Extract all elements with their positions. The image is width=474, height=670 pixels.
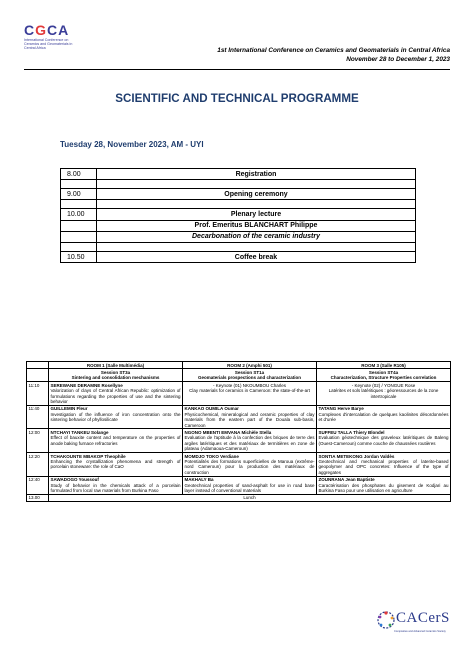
programme-title: SCIENTIFIC AND TECHNICAL PROGRAMME	[115, 92, 359, 105]
lunch-cell: Lunch	[49, 494, 451, 501]
session-code: Session ST1a	[234, 369, 265, 375]
talk-author: NTCHAYI TANKEU Solange	[50, 429, 109, 435]
talk-cell	[49, 453, 183, 477]
room-3-header: ROOM 3 (Salle R105)	[317, 362, 451, 369]
talk-author: NGONO MBENTI EMVANA Michèle Stella	[184, 429, 272, 435]
session-title: Geomaterials prospections and characterization	[197, 375, 302, 381]
cgca-logo	[24, 23, 94, 51]
time-cell: 13.00	[27, 494, 49, 501]
talk-title: Physicochemical, mineralogical and ceramic properties of clay materials from the eastern part of the Douala sub-basin, Cameroon	[184, 411, 315, 428]
talk-author: ZOUNRANA Jean Baptiste	[318, 477, 375, 483]
talk-title: Geotechnical properties of sand-asphalt for use in road base layer instead of conventional materials	[184, 482, 315, 494]
schedule-row	[61, 189, 416, 200]
talk-author: - Keynote (01) NKOUMBOU Charles	[212, 382, 287, 388]
talk-row	[27, 476, 451, 494]
conference-name: 1st International Conference on Ceramics and Geomaterials in Central Africa	[217, 47, 450, 54]
session-code: Session ST4a	[368, 369, 399, 375]
conference-header	[120, 46, 450, 64]
time-cell: 11:40	[27, 405, 49, 429]
time-cell: 12:00	[27, 429, 49, 453]
conference-dates: November 28 to December 1, 2023	[346, 56, 450, 63]
talk-title: Investigation of the influence of iron concentration onto the sintering behavior of phyllosilicate	[50, 411, 181, 423]
schedule-row	[61, 169, 416, 180]
session-header-cell	[183, 369, 317, 382]
talk-cell	[49, 476, 183, 494]
cgca-logo-subtitle: International Conference on Ceramics and Geomaterials in Central Africa	[24, 38, 73, 51]
room-header-row	[27, 362, 451, 369]
topic-cell: Decarbonation of the ceramic industry	[97, 231, 416, 242]
talk-cell	[183, 382, 317, 406]
spacer-row	[61, 180, 416, 189]
talk-cell	[317, 476, 451, 494]
talk-row	[27, 405, 451, 429]
talk-title: Latérites et sols latéritiques : géoressources de la zone intertropicale	[328, 388, 439, 399]
talk-author: GUILLEMIN Fleur	[50, 406, 88, 412]
time-cell: 12:20	[27, 453, 49, 477]
talk-title: Evaluation de l'aptitude à la confection des briques de terre des argiles latéritiques et des matériaux de termitières en zone de plateau (Adamaoua-Cameroun)	[184, 435, 315, 452]
event-cell: Opening ceremony	[97, 189, 416, 200]
schedule-row	[61, 220, 416, 231]
cacers-logo-subtitle: Composites and Advanced Ceramics Society	[394, 630, 446, 633]
room-1-header: ROOM 1 (Salle Multimédia)	[49, 362, 183, 369]
event-cell: Coffee break	[97, 251, 416, 262]
talk-title: Potentialités des formations superficielles de Maroua (extrême-nord Cameroun) pour la production des matériaux de construction	[184, 459, 315, 475]
talk-title: Valorization of clays of Central African Republic: optimization of formulations regarding the properties of use and the sintering behavior	[50, 388, 181, 404]
talk-title: Caractérisation des phosphates du gisement de Kodjari au Burkina Faso pour une utilisation en agriculture	[318, 482, 449, 494]
talk-author: MAKHALY Ba	[184, 477, 214, 483]
cacers-logo-text: CACerS	[396, 610, 450, 626]
session-header-cell	[317, 369, 451, 382]
talk-author: SAWADOGO Youssouf	[50, 477, 99, 483]
talk-cell	[317, 453, 451, 477]
talk-cell	[183, 476, 317, 494]
cacers-emblem-icon	[376, 610, 396, 630]
talk-author: KANKAO OUMILA Oumar	[184, 406, 239, 412]
lunch-row	[27, 494, 451, 501]
talk-cell	[49, 382, 183, 406]
session-title: Characterization, Structure Properties correlation	[330, 375, 437, 381]
plenary-schedule-table	[60, 168, 416, 263]
spacer-row	[61, 200, 416, 209]
time-cell: 10.50	[61, 251, 97, 262]
time-cell: 8.00	[61, 169, 97, 180]
talk-cell	[49, 405, 183, 429]
session-header-row	[27, 369, 451, 382]
schedule-row	[61, 209, 416, 220]
spacer-row	[61, 242, 416, 251]
room-2-header: ROOM 2 (Amphi 501)	[183, 362, 317, 369]
talk-title: Effect of bauxite content and temperature on the properties of anode baking furnace refractories	[50, 435, 181, 446]
talk-title: Study of behavior in the chemicals attack of a porcelain formulated from local raw materials from Burkina Faso	[50, 482, 181, 494]
talk-cell	[317, 405, 451, 429]
talk-author: MOMDJO TOKO Verdiane	[184, 453, 239, 459]
talk-author: SEREWANE DERAMNE Rosellyne	[50, 382, 123, 388]
talk-row	[27, 429, 451, 453]
schedule-row	[61, 251, 416, 262]
talk-row	[27, 382, 451, 406]
session-code: Session ST3a	[100, 369, 131, 375]
talk-author: SONTIA METEKONG Jordan Valdès	[318, 453, 395, 459]
time-cell: 9.00	[61, 189, 97, 200]
talk-title: Geotechnical and mechanical properties of laterite-based geopolymer and OPC concretes: Influence of the type of aggregates	[318, 459, 449, 475]
header-divider	[24, 69, 450, 70]
talk-cell	[183, 405, 317, 429]
talk-author: SUFFEU TALLA Thiery Blondel	[318, 429, 385, 435]
cacers-logo	[376, 608, 448, 638]
talk-title: Evaluation géotechnique des graveleux latéritiques de Baleng (Ouest-Cameroun) comme couche de chaussées routières	[318, 435, 449, 446]
cgca-logo-text: CGCA	[24, 22, 70, 38]
talk-row	[27, 453, 451, 477]
talk-author: - Keynote (02) / YONGUE Rose	[351, 382, 416, 388]
talk-cell	[183, 453, 317, 477]
day-title: Tuesday 28, November 2023, AM - UYI	[60, 140, 204, 149]
sessions-table	[26, 361, 451, 502]
schedule-row	[61, 231, 416, 242]
talk-title: Complexes d'intercalation de quelques kaolinites désordonnées et d'urée	[318, 411, 449, 423]
talk-author: TCHAKOUNTE MBAKOP Theophile	[50, 453, 126, 459]
talk-cell	[317, 429, 451, 453]
talk-title: Clay materials for ceramics in Cameroon: the state-of-the-art	[189, 388, 310, 394]
event-cell: Registration	[97, 169, 416, 180]
talk-cell	[317, 382, 451, 406]
time-cell: 11:10	[27, 382, 49, 406]
session-header-cell	[49, 369, 183, 382]
talk-title: Enhancing the crystallization phenomena and strength of porcelain stoneware: the role of CaO	[50, 459, 181, 470]
event-cell: Plenary lecture	[97, 209, 416, 220]
session-title: Sintering and consolidation mechanisms	[71, 375, 160, 381]
talk-author: TATANG Herve Barye	[318, 406, 364, 412]
time-cell: 10.00	[61, 209, 97, 220]
time-cell: 12:40	[27, 476, 49, 494]
speaker-cell: Prof. Emeritus BLANCHART Philippe	[97, 220, 416, 231]
talk-cell	[49, 429, 183, 453]
talk-cell	[183, 429, 317, 453]
